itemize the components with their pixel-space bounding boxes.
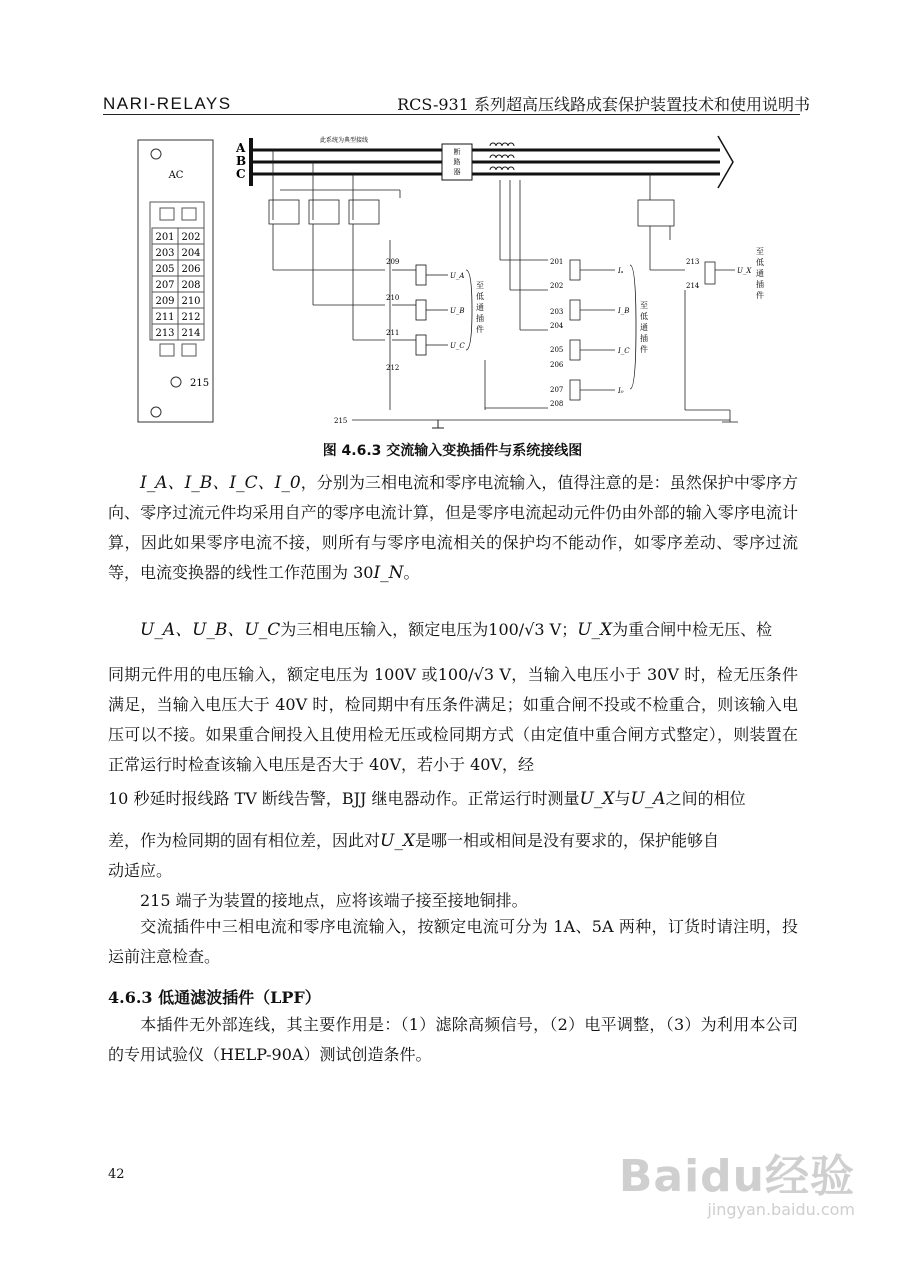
- svg-text:插: 插: [476, 314, 484, 323]
- svg-text:插: 插: [756, 280, 764, 289]
- voltage-output-label: U_A: [450, 272, 465, 280]
- current-vars: I_A、I_B、I_C、I_0: [140, 473, 301, 493]
- header-right: RCS-931 系列超高压线路成套保护装置技术和使用说明书: [397, 95, 810, 114]
- svg-text:件: 件: [640, 345, 648, 354]
- panel-label: AC: [168, 170, 184, 181]
- terminal-label: 212: [386, 364, 400, 372]
- voltage-output-label: U_C: [450, 342, 465, 350]
- svg-text:207: 207: [550, 386, 564, 394]
- system-note: 此系统为典型接线: [320, 137, 369, 144]
- svg-text:路: 路: [453, 158, 461, 166]
- terminal-number: 212: [181, 312, 201, 323]
- terminal-number: 206: [181, 264, 201, 275]
- panel-ground-terminal: 215: [190, 378, 210, 389]
- svg-text:低: 低: [756, 258, 764, 267]
- header-left: NARI-RELAYS: [103, 94, 232, 113]
- svg-text:213: 213: [686, 258, 700, 266]
- svg-text:通: 通: [756, 269, 764, 278]
- svg-text:件: 件: [476, 325, 484, 334]
- terminal-number: 201: [155, 232, 175, 243]
- terminal-number: 208: [181, 280, 201, 291]
- svg-text:203: 203: [550, 308, 564, 316]
- paragraph-ux-phase: 10 秒延时报线路 TV 断线告警，BJJ 继电器动作。正常运行时测量U_X与U_A之间的相位: [108, 789, 746, 809]
- terminal-number: 214: [181, 328, 201, 339]
- phase-c-label: C: [236, 167, 246, 181]
- svg-text:件: 件: [756, 291, 764, 300]
- svg-text:202: 202: [550, 282, 564, 290]
- watermark-url: jingyan.baidu.com: [707, 1200, 855, 1219]
- panel-screw-icon: [151, 407, 161, 417]
- terminal-label: 210: [386, 294, 400, 302]
- terminal-number: 203: [155, 248, 175, 259]
- ux-output-label: U_X: [737, 267, 752, 275]
- line-arrow-icon: [718, 136, 733, 188]
- svg-text:至: 至: [756, 247, 764, 256]
- terminal-number: 211: [155, 312, 175, 323]
- terminal-label: 209: [386, 258, 400, 266]
- terminal-grid: [152, 228, 204, 340]
- terminal-number: 205: [155, 264, 175, 275]
- svg-text:器: 器: [453, 168, 461, 176]
- paragraph-ux-description: 同期元件用的电压输入，额定电压为 100V 或100/√3 V，当输入电压小于 30V 时，检无压条件满足，当输入电压大于 40V 时，检同期中有压条件满足；如重合闸不投或不检重合，则该输入电压可以不接。如果重合闸投入且使用检无压或检同期方式（由定值中重合闸方式整定），则装置在正常运行时检查该输入电压是否大于 40V，若小于 40V，经: [108, 665, 798, 774]
- current-output-label: I_B: [618, 307, 630, 315]
- terminal-label: 211: [386, 329, 400, 337]
- paragraph-ux-adapt: 差，作为检同期的固有相位差，因此对U_X是哪一相或相间是没有要求的，保护能够自 动适应。: [108, 831, 719, 880]
- panel-screw-icon: [151, 149, 161, 159]
- paragraph-voltage-inputs: U_A、U_B、U_C为三相电压输入，额定电压为100/√3 V；U_X为重合闸中检无压、检: [140, 620, 773, 640]
- current-output-label: Iₐ: [618, 267, 624, 275]
- current-output-label: I_C: [618, 347, 630, 355]
- svg-text:低: 低: [476, 292, 484, 301]
- section-body: 本插件无外部连线，其主要作用是：（1）滤除高频信号，（2）电平调整，（3）为利用本公司的专用试验仪（HELP-90A）测试创造条件。: [108, 1015, 798, 1064]
- svg-text:至: 至: [640, 301, 648, 310]
- figure-caption: 图 4.6.3 交流输入变换插件与系统接线图: [322, 443, 583, 459]
- terminal-number: 209: [155, 296, 175, 307]
- paragraph-ground: 215 端子为装置的接地点，应将该端子接至接地铜排。: [140, 891, 528, 910]
- phase-a-label: A: [236, 141, 246, 155]
- paragraph-ac-rating: 交流插件中三相电流和零序电流输入，按额定电流可分为 1A、5A 两种，订货时请注明，投运前注意检查。: [108, 917, 798, 966]
- terminal-number: 213: [155, 328, 175, 339]
- svg-text:低: 低: [640, 312, 648, 321]
- svg-text:206: 206: [550, 361, 564, 369]
- svg-text:通: 通: [640, 323, 648, 332]
- svg-text:通: 通: [476, 303, 484, 312]
- svg-text:至: 至: [476, 281, 484, 290]
- phase-b-label: B: [236, 154, 247, 168]
- header-rule: [103, 114, 800, 115]
- terminal-number: 204: [181, 248, 201, 259]
- terminal-number: 207: [155, 280, 175, 291]
- terminal-number: 210: [181, 296, 201, 307]
- svg-text:205: 205: [550, 346, 564, 354]
- svg-text:204: 204: [550, 322, 564, 330]
- svg-text:插: 插: [640, 334, 648, 343]
- wiring-diagram: [130, 130, 770, 435]
- watermark-brand: Baidu经验: [618, 1151, 855, 1202]
- section-heading: 4.6.3 低通滤波插件（LPF）: [108, 988, 321, 1007]
- svg-text:214: 214: [686, 282, 700, 290]
- svg-text:断: 断: [453, 148, 461, 156]
- page-number: 42: [108, 1167, 125, 1182]
- current-output-label: I₀: [618, 387, 624, 395]
- paragraph-current-inputs: I_A、I_B、I_C、I_0，分别为三相电流和零序电流输入，值得注意的是：虽然保护中零序方向、零序过流元件均采用自产的零序电流计算，但是零序电流起动元件仍由外部的输入零序电流计算，因此如果零序电流不接，则所有与零序电流相关的保护均不能动作，如零序差动、零序过流等，电流变换器的线性工作范围为 30I_N。: [108, 473, 798, 583]
- terminal-number: 202: [181, 232, 201, 243]
- voltage-output-label: U_B: [450, 307, 465, 315]
- svg-text:208: 208: [550, 400, 564, 408]
- ground-screw-icon: [171, 377, 181, 387]
- ground-terminal-label: 215: [334, 417, 348, 425]
- watermark: [619, 1140, 855, 1219]
- svg-text:201: 201: [550, 258, 564, 266]
